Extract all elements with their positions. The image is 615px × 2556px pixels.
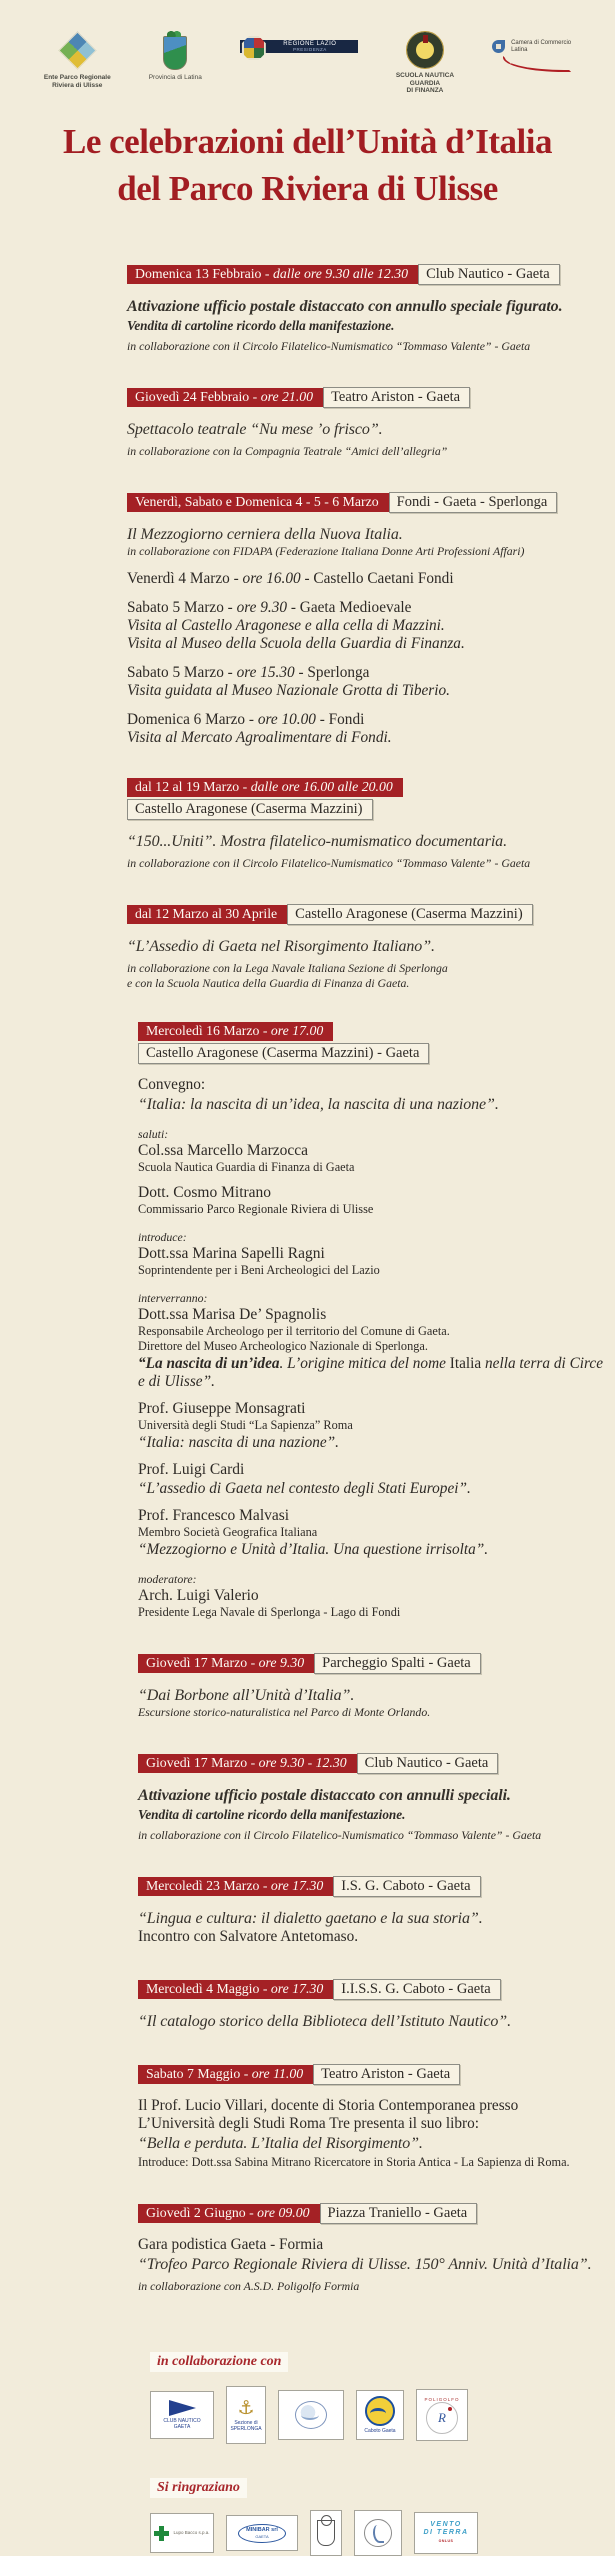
guardia-di-finanza-emblem-icon <box>407 32 443 68</box>
event-line: Vendita di cartoline ricordo della manifestazione. <box>127 318 395 333</box>
text-segment: ore 10.00 <box>257 711 316 728</box>
text-segment: Domenica 13 Febbraio - <box>135 266 273 281</box>
event-date-bar <box>127 778 403 797</box>
camera-commercio-icon <box>492 40 505 53</box>
event-line: Vendita di cartoline ricordo della manifestazione. <box>138 1807 406 1822</box>
event-venue: I.S. G. Caboto - Gaeta <box>333 1876 480 1897</box>
event-line: “Lingua e cultura: il dialetto gaetano e la sua storia”. <box>138 1910 483 1927</box>
logo-caption: Caboto <box>364 2428 381 2434</box>
event-venue: Fondi - Gaeta - Sperlonga <box>389 492 558 513</box>
event-date <box>127 265 418 284</box>
text-segment: Giovedì 17 Marzo - <box>146 1755 259 1770</box>
event-line: “Il catalogo storico della Biblioteca dell’Istituto Nautico”. <box>138 2013 511 2030</box>
page-title-line2: del Parco Riviera di Ulisse <box>117 169 498 208</box>
event-line: Soprintendente per i Beni Archeologici del Lazio <box>138 1263 380 1277</box>
event-line: Responsabile Archeologo per il territorio del Comune di Gaeta. <box>138 1324 450 1338</box>
event-venue: Teatro Ariston - Gaeta <box>323 387 470 408</box>
circolo-filatelico-logo <box>278 2390 344 2440</box>
event-line: Convegno: <box>138 1076 206 1093</box>
text-segment: ore 17.30 <box>270 1878 324 1893</box>
event-date-bar <box>127 388 323 407</box>
text-segment: dal 12 Marzo al 30 Aprile <box>135 906 278 921</box>
minibar-ribbon-icon <box>238 2524 286 2543</box>
logo-caption: GUARDIA <box>409 79 441 87</box>
parco-riviera-ulisse-logo <box>44 30 111 89</box>
event-date <box>127 493 389 512</box>
event-line: “L’assedio di Gaeta nel contesto degli Stati Europei”. <box>138 1480 471 1497</box>
event-line: “Dai Borbone all’Unità d’Italia”. <box>138 1687 355 1704</box>
event <box>127 778 615 871</box>
guardia-di-finanza-logo <box>396 30 454 95</box>
event-line: Escursione storico-naturalistica nel Parco di Monte Orlando. <box>138 1705 431 1719</box>
logo-caption: ONLUS <box>438 2539 454 2543</box>
event-date <box>127 388 323 407</box>
events-list <box>0 262 615 2294</box>
text-segment: “La nascita di un’idea <box>138 1355 280 1372</box>
event-line: Gara podistica Gaeta - Formia <box>138 2236 324 2253</box>
event-line: Visita al Mercato Agroalimentare di Fondi. <box>127 729 392 746</box>
event-venue: Piazza Traniello - Gaeta <box>320 2203 478 2224</box>
event <box>138 1751 615 1843</box>
logo-caption: MINIBAR srl <box>246 2526 278 2533</box>
event <box>127 262 615 354</box>
page-title-line1: Le celebrazioni dell’Unità d’Italia <box>63 122 552 161</box>
club-nautico-gaeta-logo <box>150 2391 214 2439</box>
poligolfo-monogram-icon: R <box>426 2402 458 2434</box>
event-date <box>138 1022 333 1041</box>
text-segment: dalle ore 16.00 alle 20.00 <box>250 779 393 794</box>
event-line: Introduce: Dott.ssa Sabina Mitrano Ricercatore in Storia Antica - La Sapienza di Roma. <box>138 2155 570 2169</box>
camera-commercio-swoosh-icon <box>503 56 571 72</box>
text-segment: ore 17.30 <box>270 1981 324 1996</box>
event-line: “L’Assedio di Gaeta nel Risorgimento Italiano”. <box>127 938 435 955</box>
event-line: e con la Scuola Nautica della Guardia di Finanza di Gaeta. <box>127 976 410 990</box>
event <box>138 1977 615 2031</box>
event-line: Scuola Nautica Guardia di Finanza di Gaeta <box>138 1160 355 1174</box>
logo-caption: DI TERRA <box>423 2529 469 2536</box>
event-line: Dott.ssa Marisa De’ Spagnolis <box>138 1306 327 1323</box>
text-segment: ore 17.00 <box>270 1023 324 1038</box>
logo-caption: CLUB NAUTICO <box>163 2418 201 2424</box>
text-segment: ore 9.30 <box>236 599 288 616</box>
event-line <box>127 570 615 588</box>
event-venue: Parcheggio Spalti - Gaeta <box>314 1653 481 1674</box>
event-venue: Castello Aragonese (Caserma Mazzini) <box>127 799 373 820</box>
header-logos <box>0 0 615 102</box>
text-segment: ore 15.30 <box>236 664 295 681</box>
event-date <box>138 1877 333 1896</box>
caboto-gaeta-logo <box>356 2390 404 2440</box>
event-line: “Trofeo Parco Regionale Riviera di Ulisse. 150° Anniv. Unità d’Italia”. <box>138 2256 592 2273</box>
thanks-heading: Si ringraziano <box>150 2478 247 2498</box>
event-line: “Italia: nascita di una nazione”. <box>138 1434 339 1451</box>
text-segment: Venerdì, Sabato e Domenica 4 - 5 - 6 Marzo <box>135 494 379 509</box>
event-date <box>138 1980 333 1999</box>
event-line: Dott. Cosmo Mitrano <box>138 1184 272 1201</box>
figure-icon <box>364 2519 392 2547</box>
event-line <box>127 664 615 682</box>
event-date-bar <box>138 2065 313 2084</box>
event <box>127 902 615 991</box>
crest-emblem-logo <box>310 2510 342 2556</box>
figure-circle-logo <box>354 2510 402 2556</box>
collaboration-logos <box>150 2386 615 2444</box>
text-segment: dal 12 al 19 Marzo - <box>135 779 251 794</box>
text-segment: Venerdì 4 Marzo - <box>127 570 243 587</box>
event-line: in collaborazione con il Circolo Filatelico-Numismatico “Tommaso Valente” - Gaeta <box>127 856 531 870</box>
event-line: Università degli Studi “La Sapienza” Roma <box>138 1418 353 1432</box>
lega-navale-sperlonga-logo <box>226 2386 266 2444</box>
text-segment: Giovedì 17 Marzo - <box>146 1655 259 1670</box>
logo-caption: Latina <box>511 47 528 53</box>
event-venue: Club Nautico - Gaeta <box>357 1753 499 1774</box>
page-title <box>0 118 615 212</box>
event-line: Direttore del Museo Archeologico Nazionale di Sperlonga. <box>138 1339 428 1353</box>
event-date <box>127 778 403 797</box>
minibar-logo <box>226 2515 298 2551</box>
text-segment: Domenica 6 Marzo - <box>127 711 258 728</box>
event-line: “150...Uniti”. Mostra filatelico-numismatico documentaria. <box>127 833 507 850</box>
logo-caption: Sezione di <box>234 2420 258 2426</box>
event-date-bar <box>127 265 418 284</box>
provincia-crest-icon <box>163 36 187 70</box>
event-line: saluti: <box>138 1127 169 1141</box>
text-segment: ore 9.30 - 12.30 <box>258 1755 347 1770</box>
text-segment: ore 09.00 <box>257 2205 310 2220</box>
text-segment: - Gaeta Medioevale <box>287 599 412 616</box>
text-segment: ore 11.00 <box>251 2066 304 2081</box>
text-segment: Sabato 5 Marzo - <box>127 599 237 616</box>
text-segment: - Fondi <box>315 711 365 728</box>
logo-caption: SCUOLA NAUTICA <box>395 72 455 79</box>
logo-caption: PRESIDENZA <box>292 47 327 52</box>
text-segment: Giovedì 2 Giugno - <box>146 2205 258 2220</box>
text-segment: - Castello Caetani Fondi <box>300 570 454 587</box>
thanks-logos <box>150 2510 615 2556</box>
event-date-bar <box>138 1980 333 1999</box>
event-venue: Club Nautico - Gaeta <box>418 264 560 285</box>
provincia-di-latina-logo <box>149 30 202 82</box>
event <box>127 490 615 747</box>
logo-caption: POLIGOLFO <box>424 2396 460 2402</box>
logo-caption: Camera di Commercio <box>511 40 572 46</box>
event-line: Col.ssa Marcello Marzocca <box>138 1142 309 1159</box>
event-date <box>138 2204 320 2223</box>
text-segment: ore 21.00 <box>260 389 314 404</box>
event-date <box>127 905 287 924</box>
event-line: “Bella e perduta. L’Italia del Risorgimento”. <box>138 2135 423 2152</box>
event-line: Prof. Francesco Malvasi <box>138 1507 290 1524</box>
logo-caption: Lupo Bacco s.p.a. <box>173 2530 210 2536</box>
sketch-drawing-icon <box>295 2401 327 2429</box>
event-line: Spettacolo teatrale “Nu mese ’o frisco”. <box>127 421 383 438</box>
event-line <box>127 711 615 729</box>
parco-diamond-icon <box>57 30 97 70</box>
logo-caption: SPERLONGA <box>230 2426 262 2432</box>
event-line: Visita guidata al Museo Nazionale Grotta di Tiberio. <box>127 682 450 699</box>
event-line: Membro Società Geografica Italiana <box>138 1525 318 1539</box>
text-segment: Mercoledì 16 Marzo - <box>146 1023 271 1038</box>
event <box>138 1022 615 1620</box>
text-segment: Sabato 7 Maggio - <box>146 2066 252 2081</box>
event-date-bar <box>138 2204 320 2223</box>
event-line: L’Università degli Studi Roma Tre presenta il suo libro: <box>138 2115 480 2132</box>
vento-di-terra-logo <box>414 2512 478 2554</box>
event-date-bar <box>127 905 287 924</box>
collaboration-heading: in collaborazione con <box>150 2352 288 2372</box>
event-line: Visita al Castello Aragonese e alla cella di Mazzini. <box>127 617 445 634</box>
logo-caption: Riviera di Ulisse <box>52 81 103 89</box>
event-line: Il Prof. Lucio Villari, docente di Storia Contemporanea presso <box>138 2097 519 2114</box>
event <box>138 2062 615 2170</box>
event-date-bar <box>138 1877 333 1896</box>
event-venue: Teatro Ariston - Gaeta <box>313 2064 460 2085</box>
header <box>0 0 615 212</box>
dolphin-circle-icon <box>365 2396 395 2426</box>
event-line: Il Mezzogiorno cerniera della Nuova Italia. <box>127 526 403 543</box>
event-line <box>138 1355 608 1391</box>
event-date <box>138 2065 313 2084</box>
event <box>138 1874 615 1946</box>
camera-commercio-latina-logo <box>492 30 571 72</box>
event-date-bar <box>127 493 389 512</box>
event-line: in collaborazione con il Circolo Filatelico-Numismatico “Tommaso Valente” - Gaeta <box>127 339 531 353</box>
logo-caption: GAETA <box>255 2533 269 2539</box>
text-segment: ore 16.00 <box>242 570 301 587</box>
logo-caption: REGIONE LAZIO <box>283 41 337 47</box>
event-line <box>127 599 615 617</box>
event-date <box>138 1654 314 1673</box>
lupo-bacco-logo <box>150 2513 214 2553</box>
event-date <box>138 1754 357 1773</box>
poligolfo-logo <box>416 2389 468 2441</box>
event-line: Presidente Lega Navale di Sperlonga - Lago di Fondi <box>138 1605 401 1619</box>
event-line: Prof. Giuseppe Monsagrati <box>138 1400 306 1417</box>
logo-caption: VENTO <box>430 2521 462 2528</box>
logo-caption: Provincia di Latina <box>148 74 202 81</box>
event-line: in collaborazione con FIDAPA (Federazione Italiana Donne Arti Professioni Affari) <box>127 544 525 558</box>
event-line: in collaborazione con la Lega Navale Italiana Sezione di Sperlonga <box>127 961 448 975</box>
pennant-flag-icon <box>169 2400 196 2416</box>
event-line: “Mezzogiorno e Unità d’Italia. Una questione irrisolta”. <box>138 1541 489 1558</box>
logo-caption: DI FINANZA <box>406 87 444 94</box>
event-line: Attivazione ufficio postale distaccato con annulli speciali. <box>138 1787 511 1804</box>
text-segment: nella terra di Circe e di Ulisse”. <box>138 1355 603 1390</box>
event-line: Incontro con Salvatore Antetomaso. <box>138 1928 359 1945</box>
event-venue: I.I.S.S. G. Caboto - Gaeta <box>333 1979 500 2000</box>
event-line: in collaborazione con A.S.D. Poligolfo Formia <box>138 2279 360 2293</box>
event-line: Commissario Parco Regionale Riviera di Ulisse <box>138 1202 374 1216</box>
event <box>138 2201 615 2294</box>
event-date-bar <box>138 1654 314 1673</box>
event <box>127 385 615 459</box>
event-line: in collaborazione con il Circolo Filatelico-Numismatico “Tommaso Valente” - Gaeta <box>138 1828 542 1842</box>
text-segment: Mercoledì 23 Marzo - <box>146 1878 271 1893</box>
text-segment: Giovedì 24 Febbraio - <box>135 389 261 404</box>
text-segment: . L’origine mitica del nome <box>279 1355 450 1372</box>
logo-caption: Ente Parco Regionale <box>43 74 111 81</box>
event-line: Arch. Luigi Valerio <box>138 1587 259 1604</box>
event-line: Visita al Museo della Scuola della Guardia di Finanza. <box>127 635 465 652</box>
crest-icon <box>317 2520 335 2546</box>
text-segment: Mercoledì 4 Maggio - <box>146 1981 271 1996</box>
event-venue: Castello Aragonese (Caserma Mazzini) <box>287 904 533 925</box>
logo-caption: Gaeta <box>381 2428 396 2434</box>
text-segment: dalle ore 9.30 alle 12.30 <box>272 266 409 281</box>
event-line: Prof. Luigi Cardi <box>138 1461 245 1478</box>
event-line: Attivazione ufficio postale distaccato con annullo speciale figurato. <box>127 298 563 315</box>
event-line: introduce: <box>138 1230 187 1244</box>
event-venue: Castello Aragonese (Caserma Mazzini) - Gaeta <box>138 1043 429 1064</box>
event-line: moderatore: <box>138 1572 197 1586</box>
green-cross-icon <box>154 2526 169 2541</box>
text-segment: Sabato 5 Marzo - <box>127 664 237 681</box>
regione-lazio-logo <box>240 30 358 53</box>
logo-caption: GAETA <box>173 2424 191 2430</box>
event-line: in collaborazione con la Compagnia Teatrale “Amici dell’allegria” <box>127 444 448 458</box>
event-line: interverranno: <box>138 1291 208 1305</box>
event-line: Dott.ssa Marina Sapelli Ragni <box>138 1245 325 1262</box>
text-segment: - Sperlonga <box>294 664 370 681</box>
event-date-bar <box>138 1022 333 1041</box>
anchor-icon: ⚓ <box>237 2397 255 2419</box>
text-segment: ore 9.30 <box>258 1655 305 1670</box>
regione-lazio-bar-icon <box>240 40 358 53</box>
event-line: “Italia: la nascita di un’idea, la nascita di una nazione”. <box>138 1096 499 1113</box>
footer <box>150 2352 615 2556</box>
regione-lazio-emblem-icon <box>242 36 266 60</box>
event <box>138 1651 615 1720</box>
event-date-bar <box>138 1754 357 1773</box>
text-segment: Italia <box>449 1355 482 1372</box>
